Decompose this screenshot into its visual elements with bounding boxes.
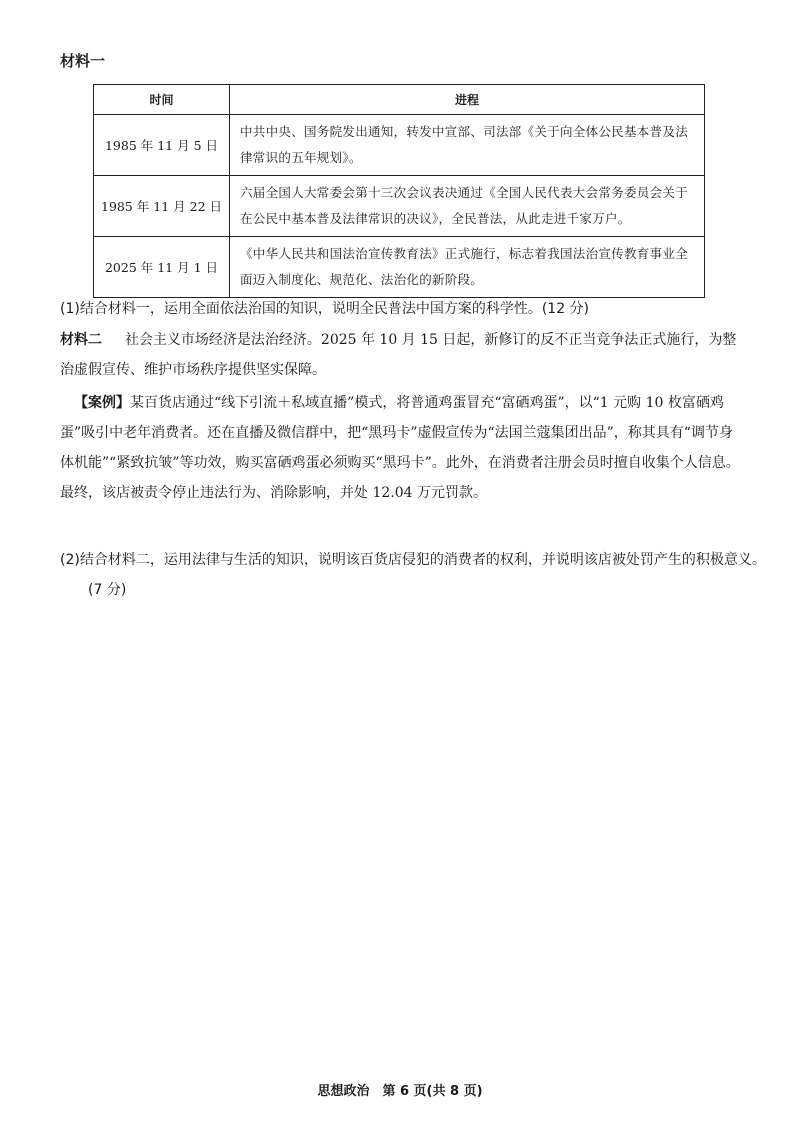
table-row — [94, 115, 705, 176]
table-row — [94, 176, 705, 237]
progress-table — [93, 84, 705, 298]
row-description: 中共中央、国务院发出通知，转发中宣部、司法部《关于向全体公民基本普及法律常识的五年规划》。 — [230, 115, 705, 176]
column-header-time: 时间 — [94, 85, 230, 115]
question-1: (1)结合材料一，运用全面依法治国的知识，说明全民普法中国方案的科学性。(12 分) — [60, 301, 590, 317]
case-paragraph — [60, 388, 740, 508]
column-header-progress: 进程 — [230, 85, 705, 115]
case-label: 【案例】 — [74, 395, 130, 411]
row-date: 1985 年 11 月 5 日 — [94, 115, 230, 176]
material2-text: 社会主义市场经济是法治经济。2025 年 10 月 15 日起，新修订的反不正当竞争法正式施行，为整治虚假宣传、维护市场秩序提供坚实保障。 — [60, 332, 737, 378]
question-2: (2)结合材料二，运用法律与生活的知识，说明该百货店侵犯的消费者的权利，并说明该店被处罚产生的积极意义。(7 分) — [60, 552, 766, 598]
row-date: 2025 年 11 月 1 日 — [94, 237, 230, 298]
material1-heading: 材料一 — [60, 52, 106, 70]
table-row — [94, 237, 705, 298]
row-description: 六届全国人大常委会第十三次会议表决通过《全国人民代表大会常务委员会关于在公民中基本普及法律常识的决议》，全民普法，从此走进千家万户。 — [230, 176, 705, 237]
material2-label: 材料二 — [60, 332, 102, 348]
case-text: 某百货店通过“线下引流＋私域直播”模式，将普通鸡蛋冒充“富硒鸡蛋”，以“1 元购 10 枚富硒鸡蛋”吸引中老年消费者。还在直播及微信群中，把“黑玛卡”虚假宣传为“法国兰蔻集团出品”，称其具有“调节身体机能”“紧致抗皱”等功效，购买富硒鸡蛋必须购买“黑玛卡”。此外，在消费者注册会员时擅自收集个人信息。最终，该店被责令停止违法行为、消除影响，并处 12.04 万元罚款。 — [60, 395, 740, 501]
page-footer: 思想政治 第 6 页(共 8 页) — [317, 1084, 483, 1099]
material2-paragraph — [60, 325, 740, 385]
table-header-row — [94, 85, 705, 115]
row-date: 1985 年 11 月 22 日 — [94, 176, 230, 237]
row-description: 《中华人民共和国法治宣传教育法》正式施行，标志着我国法治宣传教育事业全面迈入制度化、规范化、法治化的新阶段。 — [230, 237, 705, 298]
